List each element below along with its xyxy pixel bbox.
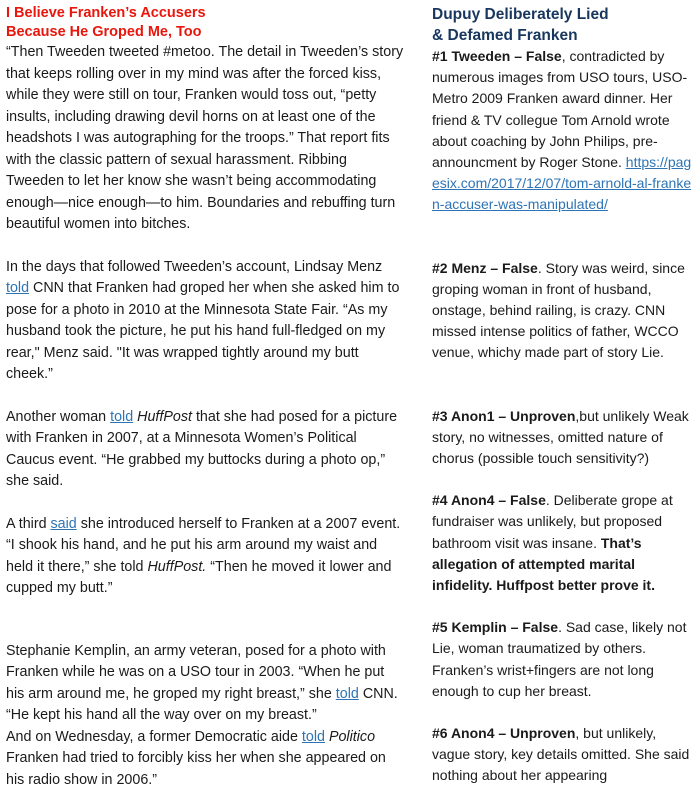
told-link[interactable]: told xyxy=(110,409,133,425)
rebuttal-item-3: #3 Anon1 – Unproven,but unlikely Weak story, no witnesses, omitted nature of chorus (possible touch sensitivity?) xyxy=(432,406,696,470)
paragraph-menz: In the days that followed Tweeden’s account, Lindsay Menz told CNN that Franken had groped her when she asked him to pose for a photo in 2010 at the Minnesota State Fair. “As my husband took the picture, he put his hand full-fledged on my rear," Menz said. "It was wrapped tightly around my butt cheek.” xyxy=(6,257,404,386)
rebuttal-item-6: #6 Anon4 – Unproven, but unlikely, vague story, key details omitted. She said nothing about her appearing xyxy=(432,723,696,787)
right-title-line1: Dupuy Deliberately Lied xyxy=(432,4,696,25)
paragraph-anon1: Another woman told HuffPost that she had posed for a picture with Franken in 2007, at a Minnesota Women’s Political Caucus event. “He grabbed my buttocks during a photo op,” she said. xyxy=(6,407,404,493)
told-link[interactable]: told xyxy=(336,686,359,702)
rebuttal-item-2: #2 Menz – False. Story was weird, since groping woman in front of husband, onstage, behind railing, is crazy. CNN missed intense politics of father, WCCO venue, whichy made part of story Lie. xyxy=(432,258,696,364)
told-link[interactable]: told xyxy=(302,729,325,745)
right-column xyxy=(432,4,696,787)
paragraph-kemplin: Stephanie Kemplin, an army veteran, posed for a photo with Franken while he was on a USO tour in 2003. “When he put his arm around me, he groped my right breast,” she told CNN. “He kept his hand all the way over on my breast.” xyxy=(6,641,404,727)
left-title-line2: Because He Groped Me, Too xyxy=(6,23,404,42)
said-link[interactable]: said xyxy=(51,516,77,532)
left-title-line1: I Believe Franken’s Accusers xyxy=(6,4,404,23)
rebuttal-item-4: #4 Anon4 – False. Deliberate grope at fundraiser was unlikely, but proposed bathroom visit was insane. That’s allegation of attempted marital infidelity. Huffpost better prove it. xyxy=(432,490,696,596)
told-link[interactable]: told xyxy=(6,280,29,296)
pagesix-link[interactable]: https://pagesix.com/2017/12/07/tom-arnold-al-franken-accuser-was-manipulated/ xyxy=(432,154,691,212)
rebuttal-item-1: #1 Tweeden – False, contradicted by numerous images from USO tours, USO-Metro 2009 Franken award dinner. Her friend & TV collegue Tom Arnold wrote about coaching by John Philips, pre-announcment by Roger Stone. https://pagesix.com/2017/12/07/tom-arnold-al-franken-accuser-was-manipulated/ xyxy=(432,46,696,216)
rebuttal-item-5: #5 Kemplin – False. Sad case, likely not Lie, woman traumatized by others. Franken’s wrist+fingers are not long enough to cup her breast. xyxy=(432,617,696,702)
paragraph-politico: And on Wednesday, a former Democratic aide told Politico Franken had tried to forcibly kiss her when she appeared on his radio show in 2006.” xyxy=(6,727,404,791)
right-title xyxy=(432,4,696,46)
left-title xyxy=(6,4,404,42)
paragraph-tweeden: “Then Tweeden tweeted #metoo. The detail in Tweeden’s story that keeps rolling over in my mind was after the forced kiss, while they were still on tour, Franken would toss out, “petty insults, including drawing devil horns on at least one of the headshots I was autographing for the troops.” That report fits with the classic pattern of sexual harassment. Ribbing Tweeden to let her know she wasn’t being accommodating enough—nice enough—to him. Boundaries and rebuffing turn beautiful women into bitches. xyxy=(6,42,404,236)
right-title-line2: & Defamed Franken xyxy=(432,25,696,46)
left-column xyxy=(6,4,404,791)
paragraph-anon2: A third said she introduced herself to Franken at a 2007 event. “I shook his hand, and he put his arm around my waist and held it there,” she told HuffPost. “Then he moved it lower and cupped my butt.” xyxy=(6,514,404,600)
